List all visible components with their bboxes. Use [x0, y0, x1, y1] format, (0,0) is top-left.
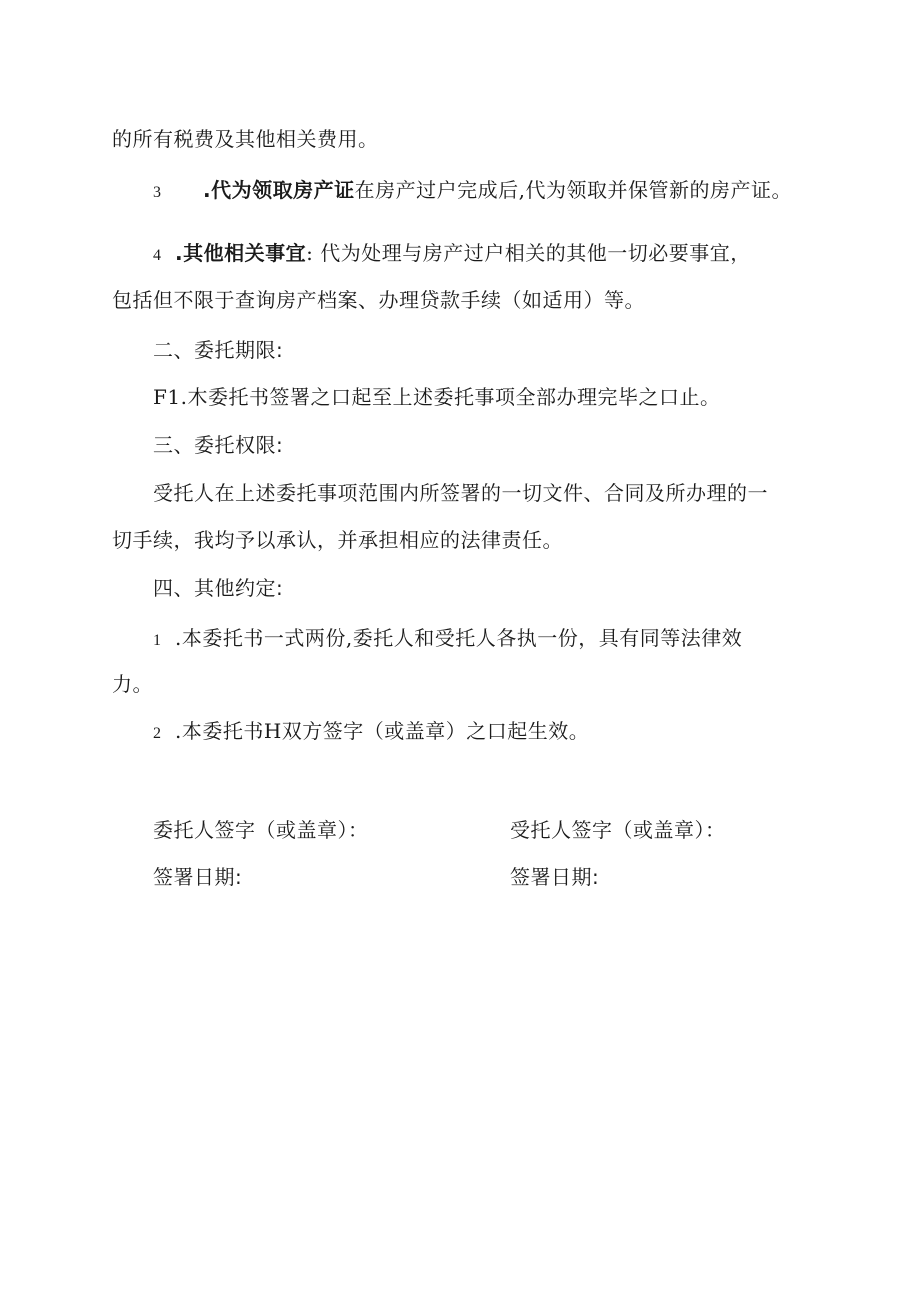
section-4-item-2 [153, 717, 589, 748]
section-3-body-line-2: 切手续，我均予以承认，并承担相应的法律责任。 [112, 528, 563, 552]
section-4-item-2-text: .本委托书H双方签字（或盖章）之口起生效。 [175, 719, 590, 743]
item-3 [153, 176, 792, 207]
agent-date-label: 签署日期: [510, 865, 600, 889]
section-4-item-1 [153, 624, 742, 655]
section-3-body-line-1: 受托人在上述委托事项范围内所签署的一切文件、合同及所办理的一 [153, 481, 768, 505]
item-3-number: 3 [153, 184, 162, 201]
section-4-item-1-text: .本委托书一式两份,委托人和受托人各执一份，具有同等法律效 [175, 626, 743, 650]
item-4-body: : 代为处理与房产过户相关的其他一切必要事宜， [306, 241, 751, 265]
item-4 [153, 239, 751, 270]
principal-signature-label: 委托人签字（或盖章）： [153, 818, 369, 842]
section-3-heading: 三、委托权限: [153, 433, 284, 457]
agent-signature-label: 受托人签字（或盖章）： [510, 818, 726, 842]
section-2-heading: 二、委托期限: [153, 338, 284, 362]
item-4-title: .其他相关事宜 [175, 241, 307, 265]
section-4-item-1-continuation: 力。 [112, 672, 153, 696]
principal-date-label: 签署日期: [153, 865, 243, 889]
item-4-continuation: 包括但不限于查询房产档案、办理贷款手续（如适用）等。 [112, 288, 645, 312]
item-4-number: 4 [153, 247, 162, 264]
section-4-item-2-number: 2 [153, 725, 162, 742]
section-2-body: F1.木委托书签署之口起至上述委托事项全部办理完毕之口止。 [153, 385, 721, 409]
section-4-heading: 四、其他约定: [153, 576, 284, 600]
item-3-body: 在房产过户完成后,代为领取并保管新的房产证。 [354, 178, 792, 202]
item-3-title: .代为领取房产证 [203, 178, 355, 202]
section-4-item-1-number: 1 [153, 632, 162, 649]
paragraph-fees-continuation: 的所有税费及其他相关费用。 [112, 127, 379, 151]
